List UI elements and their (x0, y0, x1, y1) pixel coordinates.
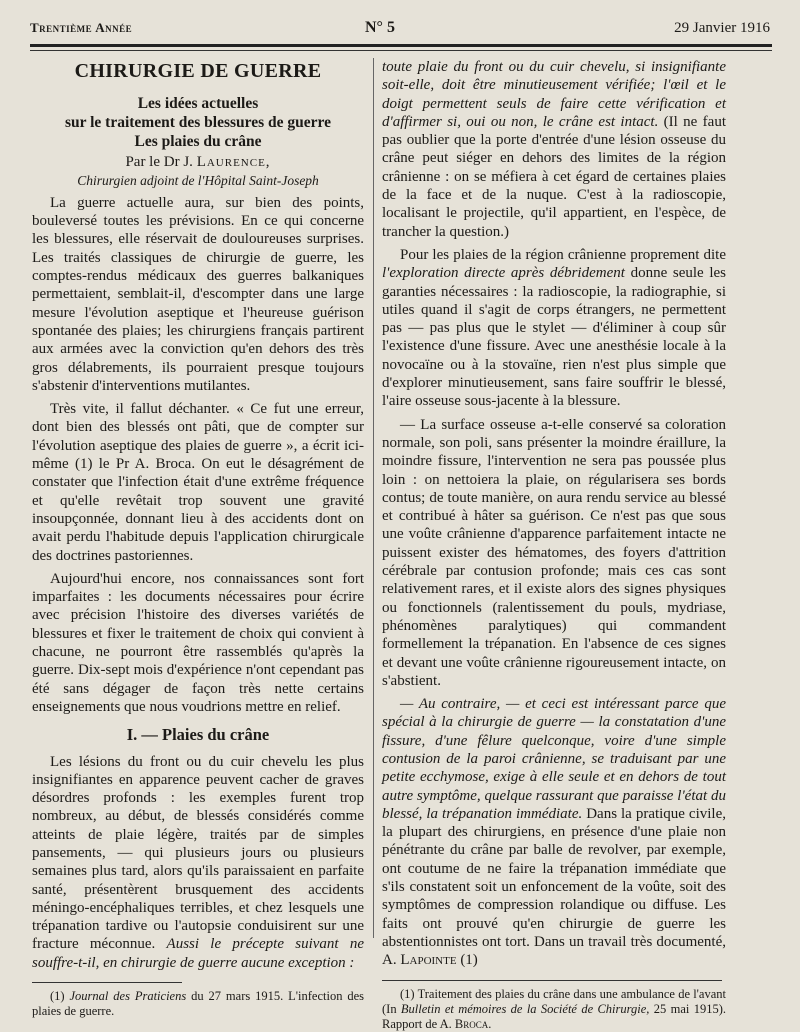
paragraph-text: Dans la pratique civile, la plupart des chirurgiens, en présence d'une plaie non pénétrante du crâne par balle de revolver, par exemple, ont coutume de ne faire la trépanation immédiate que s'ils constatent soit un enfoncement de la voûte, soit des symptômes de compression rolandique ou diffuse. Les faits ont prouvé qu'en chirurgie de guerre les abstentionnistes ont tort. Dans un travail très documenté, A. (382, 805, 727, 969)
paragraph-text: Pour les plaies de la région crânienne proprement dite (400, 246, 726, 263)
paragraph (382, 695, 726, 969)
subsection-heading: I. — Plaies du crâne (126, 725, 270, 745)
paragraph (382, 58, 726, 241)
footnote-journal: Bulletin et mémoires de la Société de Chirurgie, (400, 1001, 650, 1016)
byline (32, 153, 364, 171)
column-divider (373, 58, 374, 938)
header-rule-thick (30, 44, 772, 47)
author-name: Laurence, (196, 154, 271, 171)
cited-author: Lapointe (400, 952, 457, 969)
paragraph-text-italic: Aussi le précepte suivant ne souffre-t-il, en chirurgie de guerre aucune exception : (32, 936, 364, 971)
right-column (382, 58, 726, 1032)
footnote-ref: (1) (460, 952, 478, 969)
section-title: CHIRURGIE DE GUERRE (74, 60, 322, 82)
paragraph-text-italic: l'exploration directe après débridement (382, 265, 625, 282)
cited-author: Broca. (454, 1016, 492, 1031)
footnote-marker: (1) (50, 989, 65, 1004)
footnote-journal: Journal des Praticiens (69, 989, 187, 1004)
paragraph (32, 753, 364, 973)
article-title-line2: sur le traitement des blessures de guerre (64, 114, 332, 132)
issue-number: N° 5 (365, 19, 395, 36)
footnote-text: du 27 mars 1915. L'infection des plaies de guerre. (32, 989, 365, 1019)
footnote-rule (32, 982, 182, 983)
paragraph-text: donne seule les garanties nécessaires : la radioscopie, la radiographie, si utiles quand il s'agit de corps étrangers, ne permettent pas — pas plus que le stylet — d'éliminer à coup sûr l'existence d'une fissure. Avec une anesthésie locale à la novocaïne ou à la stovaïne, rien n'est plus simple que d'explorer minutieusement, sans faire souffrir le blessé, l'aire osseuse sous-jacente à la blessure. (382, 265, 727, 410)
running-header (30, 20, 770, 42)
footnote (32, 989, 364, 1019)
paragraph: Aujourd'hui encore, nos connaissances sont fort imparfaites : les documents nécessaires pour écrire avec précision l'histoire des diverses variétés de blessures et fixer le traitement de choix qui convient à chacune, ne pourront être rassemblés qu'après la guerre. Dix-sept mois d'expérience n'ont cependant pas été sans dégager de façon très nette certains enseignements que nous voudrions mettre en relief. (32, 570, 364, 715)
paragraph-text-italic: — Au contraire, — et ceci est intéressant parce que spécial à la chirurgie de guerre — la constatation d'une fissure, d'une fêlure quelconque, voire d'une simple contusion de la paroi crânienne, se traduisant par une petite ecchymose, exige à elle seule et en dehors de tout autre symptôme, quelque rassurant que paraisse l'état du blessé, la trépanation immédiate. (382, 696, 726, 822)
paragraph: La guerre actuelle aura, sur bien des points, bouleversé toutes les prévisions. En ce qui concerne les blessures, elle réservait de douloureuses surprises. Les traités classiques de chirurgie de guerre, les comptes-rendus médicaux des guerres balkaniques permettaient, semblait-il, d'escompter dans une large mesure l'évolution aseptique et l'heureuse guérison spontanée des plaies; les chirurgiens français partirent aux armées avec la conviction qu'en dehors des très gros délabrements, ils pourraient presque toujours s'abstenir d'interventions mutilantes. (32, 194, 364, 394)
paragraph-text: Les lésions du front ou du cuir chevelu les plus insignifiantes en apparence peuvent cacher de graves désordres profonds : les exemples furent trop nombreux, au début, de blessés considérés comme atteints de plaie légère, traités par de simples pansements, — qui plusieurs jours ou plusieurs semaines plus tard, alors qu'ils paraissaient en parfaite santé, présentèrent brusquement des accidents méningo-encéphaliques terribles, et chez lesquels une trépanation tardive ou l'autopsie conduisirent sur une fracture méconnue. (32, 753, 364, 953)
footnote-text: (1) Traitement des plaies du crâne dans une ambulance de l'avant (In (382, 986, 726, 1016)
paragraph: Très vite, il fallut déchanter. « Ce fut une erreur, dont bien des blessés ont pâti, que de compter sur l'évolution aseptique des plaies de guerre », a écrit ici-même (1) le Pr A. Broca. On eut le désagrément de constater que l'infection était d'une extrême fréquence et qu'elle revêtait trop souvent une gravité insoupçonnée, donnant lieu à des accidents dont on avait perdu l'habitude depuis l'application chirurgicale des doctrines pastoriennes. (32, 401, 364, 564)
byline-prefix: Par le Dr J. (125, 154, 193, 171)
volume-label: Trentième Année (30, 20, 133, 35)
footnote (382, 987, 726, 1032)
footnote-text: 25 mai 1915). Rapport de A. (382, 1001, 726, 1031)
paragraph-text: (Il ne faut pas oublier que la porte d'entrée d'une lésion osseuse du crâne peut siéger en dehors des limites de la région crânienne : on se méfiera à cet égard de certaines plaies de la face et de la nuque. C'est à la radioscopie, localisant le projectile, qu'il appartient, en l'espèce, de trancher la question.) (382, 113, 726, 240)
paragraph: — La surface osseuse a-t-elle conservé sa coloration normale, son poli, sans présenter la moindre éraillure, la moindre fissure, l'intervention ne sera pas poussée plus loin : on nettoiera la plaie, on régularisera ses bords contus; de toute manière, on aura rendu service au blessé et contribué à hâter sa guérison. Ce n'est pas que sous une voûte crânienne d'apparence parfaitement intacte ne puissent exister des hématomes, des foyers d'attrition cérébrale par contusion profonde; mais ces cas sont relativement rares, et il existe alors des signes physiques ou fonctionnels (ralentissement du pouls, mydriase, phénomènes paralytiques) qui commandent formellement la trépanation. En l'absence de ces signes et devant une voûte crânienne rigoureusement intacte, on s'abstient. (382, 416, 726, 689)
paragraph (382, 246, 726, 411)
footnote-rule (382, 980, 722, 981)
paragraph-text-italic: toute plaie du front ou du cuir chevelu, si insignifiante soit-elle, doit être minutieusement vérifiée; l'œil et le doigt permettent seuls de faire cette vérification et d'affirmer si, oui ou non, le crâne est intact. (382, 59, 726, 130)
article-title-line3: Les plaies du crâne (134, 133, 262, 151)
issue-date: 29 Janvier 1916 (674, 20, 770, 36)
author-affiliation: Chirurgien adjoint de l'Hôpital Saint-Joseph (77, 172, 319, 188)
article-title-line1: Les idées actuelles (137, 95, 259, 113)
left-column (32, 58, 364, 1019)
header-rule-thin (30, 50, 772, 51)
